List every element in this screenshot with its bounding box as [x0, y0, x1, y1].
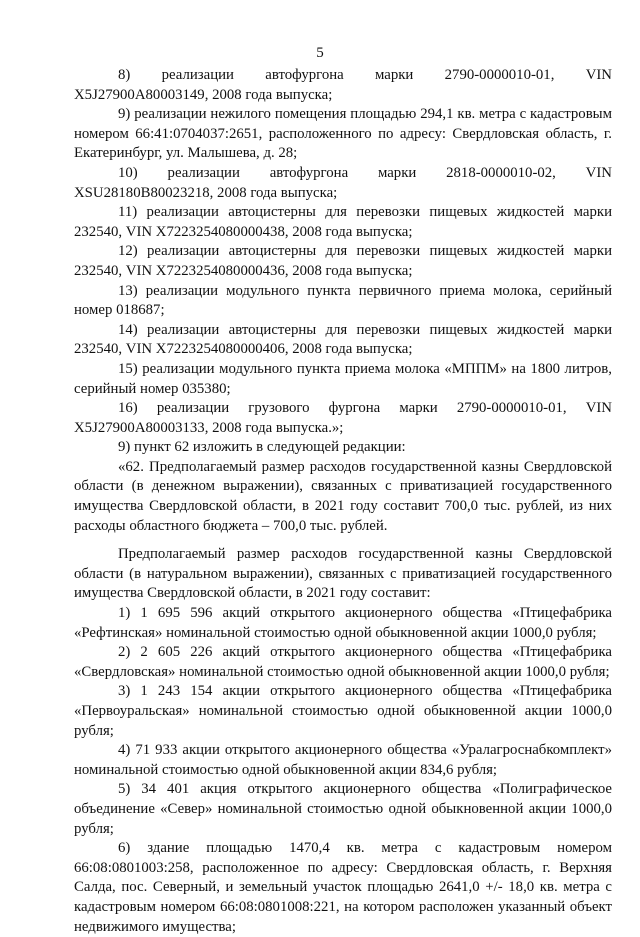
list-item: 11) реализации автоцистерны для перевозки пищевых жидкостей марки 232540, VIN X7223254080000438, 2008 года выпуска; — [74, 204, 612, 240]
document-body — [74, 66, 612, 937]
list-item: 4) 71 933 акции открытого акционерного общества «Уралагроснабкомплект» номинальной стоимостью одной обыкновенной акции 834,6 рубля; — [74, 742, 612, 778]
list-item: 14) реализации автоцистерны для перевозки пищевых жидкостей марки 232540, VIN X7223254080000406, 2008 года выпуска; — [74, 321, 612, 358]
list-item: 9) реализации нежилого помещения площадью 294,1 кв. метра с кадастровым номером 66:41:0704037:2651, расположенного по адресу: Свердловская область, г. Екатеринбург, ул. Малышева, д. 28; — [74, 106, 612, 162]
list-item: 3) 1 243 154 акции открытого акционерного общества «Птицефабрика «Первоуральская» номинальной стоимостью одной обыкновенной акции 1000,0 рубля; — [74, 683, 612, 739]
expense-paragraph-monetary: «62. Предполагаемый размер расходов государственной казны Свердловской области (в денежном выражении), связанных с приватизацией государственного имущества Свердловской области, в 2021 году составит 700,0 тыс. рублей, из них расходы областного бюджета – 700,0 тыс. рублей. — [74, 458, 612, 534]
amendment-heading: 9) пункт 62 изложить в следующей редакции: — [118, 439, 406, 456]
list-item: 15) реализации модульного пункта приема молока «МППМ» на 1800 литров, серийный номер 035380; — [74, 360, 612, 397]
expense-paragraph-in-kind: Предполагаемый размер расходов государственной казны Свердловской области (в натуральном выражении), связанных с приватизацией государственного имущества Свердловской области, в 2021 году составит: — [74, 546, 612, 602]
list-item: 12) реализации автоцистерны для перевозки пищевых жидкостей марки 232540, VIN X7223254080000436, 2008 года выпуска; — [74, 243, 612, 279]
page-number: 5 — [316, 45, 324, 61]
list-item: 13) реализации модульного пункта первичного приема молока, серийный номер 018687; — [74, 282, 612, 319]
list-item: 8) реализации автофургона марки 2790-0000010-01, VIN X5J27900A80003149, 2008 года выпуска; — [74, 67, 612, 103]
list-item: 2) 2 605 226 акций открытого акционерного общества «Птицефабрика «Свердловская» номинальной стоимостью одной обыкновенной акции 1000,0 рубля; — [74, 644, 612, 680]
list-item: 5) 34 401 акция открытого акционерного общества «Полиграфическое объединение «Север» номинальной стоимостью одной обыкновенной акции 1000,0 рубля; — [74, 781, 612, 837]
list-item: 10) реализации автофургона марки 2818-0000010-02, VIN XSU28180B80023218, 2008 года выпуска; — [74, 164, 612, 201]
list-item: 16) реализации грузового фургона марки 2790-0000010-01, VIN X5J27900A80003133, 2008 года выпуска.»; — [74, 400, 612, 436]
list-item: 1) 1 695 596 акций открытого акционерного общества «Птицефабрика «Рефтинская» номинальной стоимостью одной обыкновенной акции 1000,0 рубля; — [74, 605, 612, 641]
list-item: 6) здание площадью 1470,4 кв. метра с кадастровым номером 66:08:0801003:258, расположенное по адресу: Свердловская область, г. Верхняя Салда, пос. Северный, и земельный участок площадью 2641,0 +/- 18,0 кв. метра с кадастровым номером 66:08:0801008:221, на котором расположен указанный объект недвижимого имущества; — [74, 840, 612, 935]
